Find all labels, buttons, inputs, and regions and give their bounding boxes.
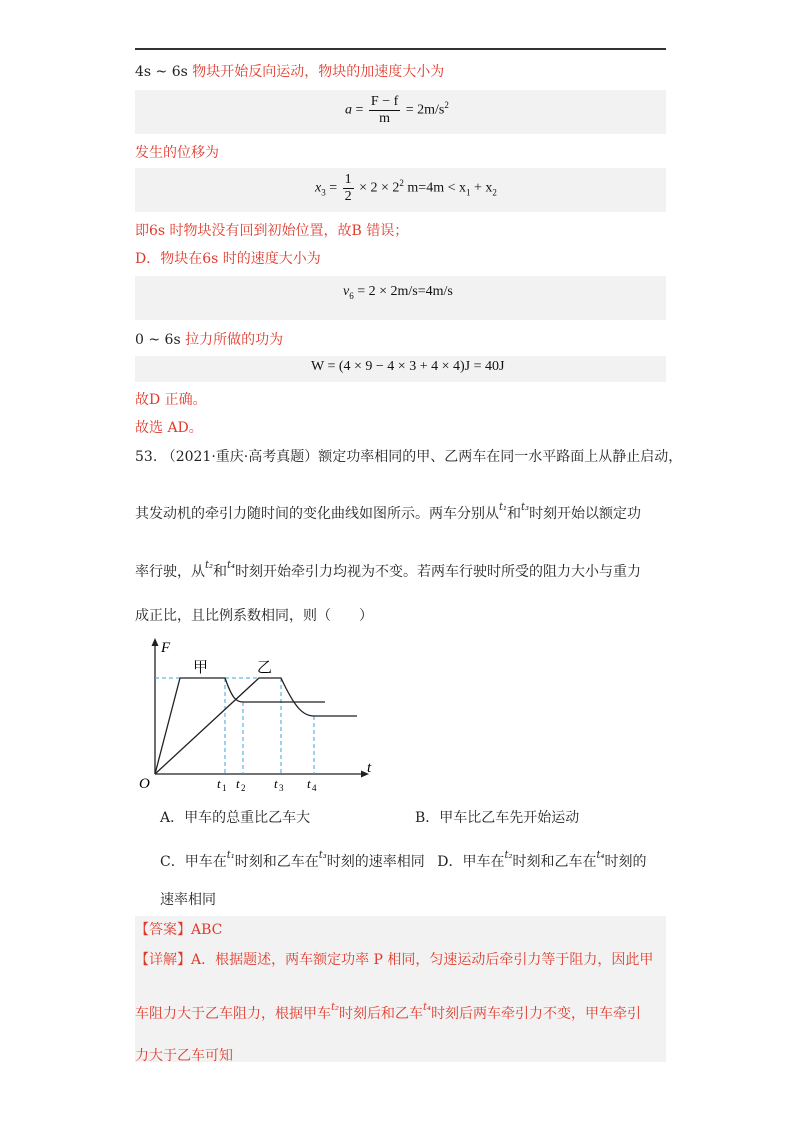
tick-t3: t xyxy=(274,776,278,791)
choose-line: 故选 AD。 xyxy=(135,420,203,436)
detail-line2c: 时刻后两车牵引力不变，甲车牵引 xyxy=(431,1006,642,1022)
option-C-t3: t₃ xyxy=(318,850,327,861)
tick-t2-sub: 2 xyxy=(241,783,246,792)
disp-line: 发生的位移为 xyxy=(135,145,219,161)
v6-lhs: v xyxy=(343,284,350,299)
q53-line1: 53. （2021·重庆·高考真题）额定功率相同的甲、乙两车在同一水平路面上从静止启动， xyxy=(135,449,683,465)
option-B: B．甲车比乙车先开始运动 xyxy=(415,810,580,826)
option-C-a: C．甲车在 xyxy=(160,854,227,870)
x3-plus: + x xyxy=(474,180,493,196)
x3-den: 2 xyxy=(344,189,352,204)
formula-a-fraction xyxy=(369,94,400,127)
option-D-b: 时刻和乙车在 xyxy=(512,854,597,870)
formula-box-W xyxy=(135,356,666,382)
detail-t2: t₂ xyxy=(331,1002,340,1013)
option-D-t2: t₂ xyxy=(504,850,513,861)
formula-a-lhs: a xyxy=(345,102,352,118)
option-D-t4: t₄ xyxy=(596,850,605,861)
x3-exp: 2 xyxy=(399,178,404,189)
q53-line4: 成正比，且比例系数相同，则（ ） xyxy=(135,608,373,624)
not-return-line: 即6s 时物块没有回到初始位置，故B 错误； xyxy=(135,223,409,239)
work-line xyxy=(135,330,283,350)
option-D-cont: 速率相同 xyxy=(160,892,216,908)
formula-a: a = $\frac{F - f}{m}$ = $2m/s^2$ xyxy=(345,94,449,126)
tick-t1: t xyxy=(217,776,221,791)
q53-t1: t₁ xyxy=(499,502,508,513)
x-axis-label: t xyxy=(367,760,372,776)
x3-sub: 3 xyxy=(321,187,326,198)
time-range-4-6: 4s ~ 6s xyxy=(135,64,188,80)
jia-curve xyxy=(155,678,325,774)
q53-line2 xyxy=(135,504,641,526)
formula-v6 xyxy=(343,284,453,301)
D-correct-line: 故D 正确。 xyxy=(135,392,207,408)
tick-t2: t xyxy=(236,776,240,791)
detail-line1-text: A．根据题述，两车额定功率 P 相同，匀速运动后牵引力等于阻力，因此甲 xyxy=(191,952,654,968)
jia-label: 甲 xyxy=(193,660,209,676)
q53-t3: t₃ xyxy=(521,502,530,513)
q53-line2b: 和 xyxy=(507,506,522,522)
x3-num: 1 xyxy=(344,172,352,187)
formula-a-exp: 2 xyxy=(444,100,449,111)
option-C-c: 时刻的速率相同 xyxy=(326,854,425,870)
y-axis-label: F xyxy=(161,640,171,656)
x3-lhs: x xyxy=(315,180,322,196)
detail-line2a: 车阻力大于乙车阻力，根据甲车 xyxy=(135,1006,331,1022)
x3-fraction xyxy=(343,172,354,205)
formula-box-v6 xyxy=(135,276,666,320)
detail-line2 xyxy=(135,1004,641,1026)
tick-t4-sub: 4 xyxy=(312,783,317,792)
detail-line2b: 时刻后和乙车 xyxy=(339,1006,424,1022)
q53-t2: t₂ xyxy=(205,560,214,571)
x3-rest: m=4m < x xyxy=(407,180,466,196)
detail-label: 【详解】 xyxy=(135,952,191,968)
formula-box-a xyxy=(135,90,666,134)
answer-label: 【答案】 xyxy=(135,922,191,938)
dashed-guides xyxy=(155,678,314,774)
detail-line1 xyxy=(135,950,653,970)
option-C-D-line xyxy=(160,852,647,874)
option-C-b: 时刻和乙车在 xyxy=(234,854,319,870)
reverse-line xyxy=(135,62,444,82)
q53-line3 xyxy=(135,562,641,584)
y-axis-arrow xyxy=(152,638,159,646)
formula-box-x3 xyxy=(135,168,666,212)
time-range-0-6: 0 ~ 6s xyxy=(135,332,181,348)
yi-label: 乙 xyxy=(257,660,273,676)
q53-line3c: 时刻开始牵引力均视为不变。若两车行驶时所受的阻力大小与重力 xyxy=(235,564,642,580)
q53-line3a: 率行驶，从 xyxy=(135,564,205,580)
answer-value: ABC xyxy=(191,922,223,938)
tick-t1-sub: 1 xyxy=(222,783,227,792)
force-time-graph xyxy=(135,632,395,792)
tick-t4: t xyxy=(307,776,311,791)
x3-eq: = xyxy=(329,180,338,196)
detail-line3: 力大于乙车可知 xyxy=(135,1048,233,1064)
x3-rhs: × 2 × 2 xyxy=(359,180,400,196)
option-D-speed-line: D．物块在6s 时的速度大小为 xyxy=(135,251,321,267)
formula-a-rhs: = 2m/s xyxy=(405,102,445,118)
answer-line xyxy=(135,920,222,940)
x3-sub2: 2 xyxy=(492,187,497,198)
q53-line2c: 时刻开始以额定功 xyxy=(529,506,642,522)
formula-x3 xyxy=(315,172,497,205)
v6-sub: 6 xyxy=(349,290,354,301)
v6-rhs: = 2 × 2m/s=4m/s xyxy=(357,284,453,299)
formula-a-num: F − f xyxy=(370,94,399,109)
option-D-a: D．甲车在 xyxy=(437,854,505,870)
q53-line2a: 其发动机的牵引力随时间的变化曲线如图所示。两车分别从 xyxy=(135,506,499,522)
top-rule xyxy=(135,48,666,50)
formula-W: W = (4 × 9 − 4 × 3 + 4 × 4)J = 40J xyxy=(311,359,505,374)
q53-line3b: 和 xyxy=(213,564,228,580)
option-C-t1: t₁ xyxy=(226,850,235,861)
option-D-c: 时刻的 xyxy=(604,854,647,870)
q53-t4: t₄ xyxy=(227,560,236,571)
work-text: 拉力所做的功为 xyxy=(185,332,284,348)
origin-label: O xyxy=(139,776,150,792)
x3-sub1: 1 xyxy=(466,187,471,198)
yi-curve xyxy=(155,678,357,774)
formula-a-den: m xyxy=(379,111,391,126)
option-A: A．甲车的总重比乙车大 xyxy=(160,810,311,826)
detail-t4: t₄ xyxy=(423,1002,432,1013)
tick-t3-sub: 3 xyxy=(279,783,284,792)
reverse-text: 物块开始反向运动，物块的加速度大小为 xyxy=(192,64,445,80)
